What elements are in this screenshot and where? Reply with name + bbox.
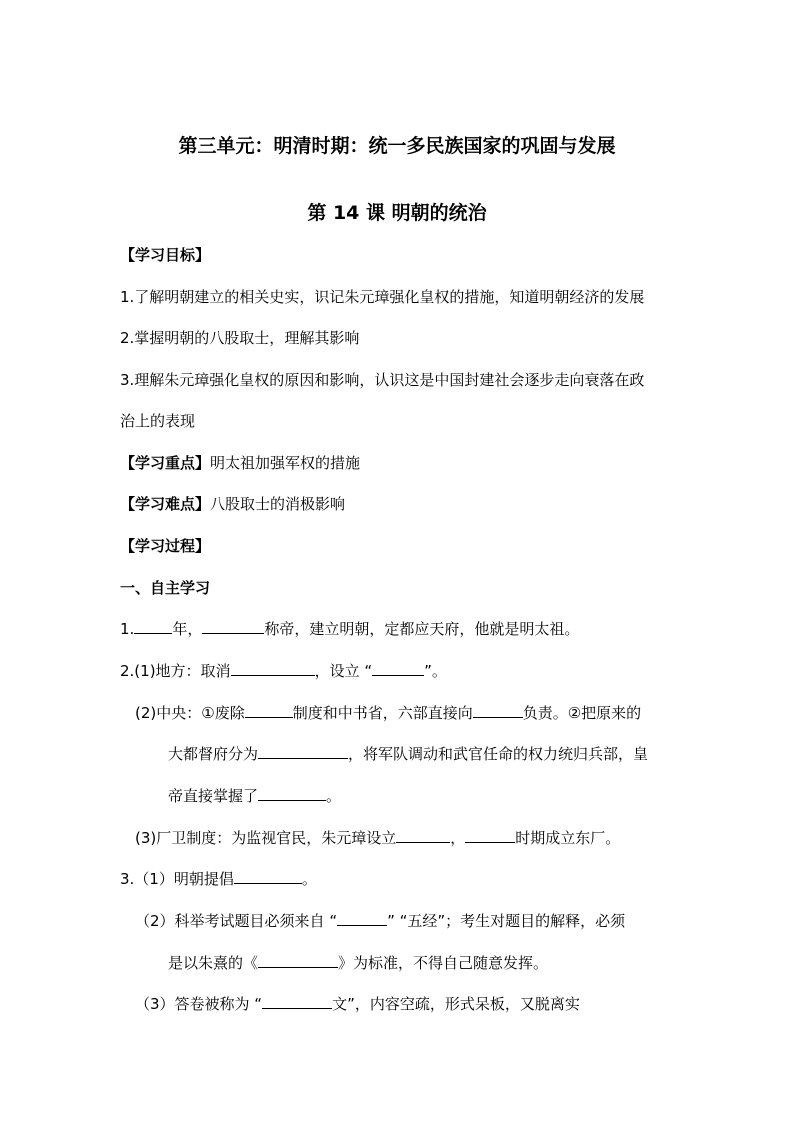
question-3-2-cont: [168, 953, 548, 973]
q3b2-text-a: 是以朱熹的《: [168, 954, 259, 972]
key-point: [120, 453, 360, 473]
q2a-text-a: 2.(1)地方：取消: [120, 662, 231, 680]
q2b3-text-b: 。: [326, 787, 342, 805]
question-3-2: [135, 911, 625, 931]
answer-blank[interactable]: [202, 619, 264, 634]
question-3-3: [135, 994, 580, 1014]
objective-item-3-cont: 治上的表现: [120, 412, 196, 430]
q1-text-b: 年，: [172, 620, 203, 638]
q3b-text-a: （2）科举考试题目必须来自 “: [135, 912, 338, 930]
q2c-text-b: ，: [450, 829, 466, 847]
objective-item-2: 2.掌握明朝的八股取士，理解其影响: [120, 329, 360, 347]
q2b-text-c: 负责。②把原来的: [522, 704, 642, 722]
question-3-1: [120, 869, 317, 889]
answer-blank[interactable]: [245, 703, 293, 718]
question-1: [120, 619, 579, 639]
difficulty: [120, 494, 345, 514]
section-heading: 一、自主学习: [120, 579, 211, 597]
question-2-2: [135, 703, 641, 723]
question-2-2-cont: [168, 744, 648, 764]
difficulty-label: 【学习难点】: [120, 495, 211, 513]
q3b2-text-b: 》为标准，不得自己随意发挥。: [338, 954, 549, 972]
answer-blank[interactable]: [231, 661, 315, 676]
q2c-text-a: (3)厂卫制度：为监视官民，朱元璋设立: [135, 829, 397, 847]
process-heading: 【学习过程】: [120, 537, 211, 555]
q3a-text-b: 。: [301, 870, 317, 888]
unit-title: 第三单元：明清时期：统一多民族国家的巩固与发展: [178, 135, 616, 157]
q3b-text-b: ” “五经”；考生对题目的解释，必须: [387, 912, 626, 930]
answer-blank[interactable]: [234, 869, 302, 884]
q2b2-text-b: ，将军队调动和武官任命的权力统归兵部，皇: [348, 745, 649, 763]
q2c-text-c: 时期成立东厂。: [515, 829, 621, 847]
question-2-2-cont2: [168, 786, 341, 806]
q3c-text-b: 文”，内容空疏，形式呆板，又脱离实: [332, 995, 580, 1013]
objective-item-1: 1.了解明朝建立的相关史实，识记朱元璋强化皇权的措施，知道明朝经济的发展: [120, 288, 645, 306]
q2b3-text-a: 帝直接掌握了: [168, 787, 259, 805]
lesson-title: 第 14 课 明朝的统治: [307, 202, 487, 224]
q2b2-text-a: 大都督府分为: [168, 745, 259, 763]
answer-blank[interactable]: [337, 911, 387, 926]
q3c-text-a: （3）答卷被称为 “: [135, 995, 263, 1013]
q1-text-a: 1.: [120, 620, 135, 638]
objectives-heading: 【学习目标】: [120, 246, 211, 264]
q1-text-c: 称帝，建立明朝，定都应天府，他就是明太祖。: [264, 620, 580, 638]
question-2-3: [135, 828, 620, 848]
answer-blank[interactable]: [134, 619, 172, 634]
q2b-text-b: 制度和中书省，六部直接向: [292, 704, 473, 722]
answer-blank[interactable]: [372, 661, 424, 676]
answer-blank[interactable]: [396, 828, 450, 843]
answer-blank[interactable]: [473, 703, 523, 718]
difficulty-text: 八股取士的消极影响: [210, 495, 346, 513]
answer-blank[interactable]: [465, 828, 515, 843]
q3a-text-a: 3.（1）明朝提倡: [120, 870, 234, 888]
answer-blank[interactable]: [262, 994, 332, 1009]
objective-item-3: 3.理解朱元璋强化皇权的原因和影响，认识这是中国封建社会逐步走向衰落在政: [120, 371, 645, 389]
answer-blank[interactable]: [258, 744, 348, 759]
answer-blank[interactable]: [258, 786, 326, 801]
q2a-text-c: ”。: [424, 662, 447, 680]
key-point-label: 【学习重点】: [120, 454, 211, 472]
key-point-text: 明太祖加强军权的措施: [210, 454, 361, 472]
q2a-text-b: ，设立 “: [314, 662, 373, 680]
answer-blank[interactable]: [258, 953, 338, 968]
q2b-text-a: (2)中央：①废除: [135, 704, 245, 722]
question-2-1: [120, 661, 447, 681]
